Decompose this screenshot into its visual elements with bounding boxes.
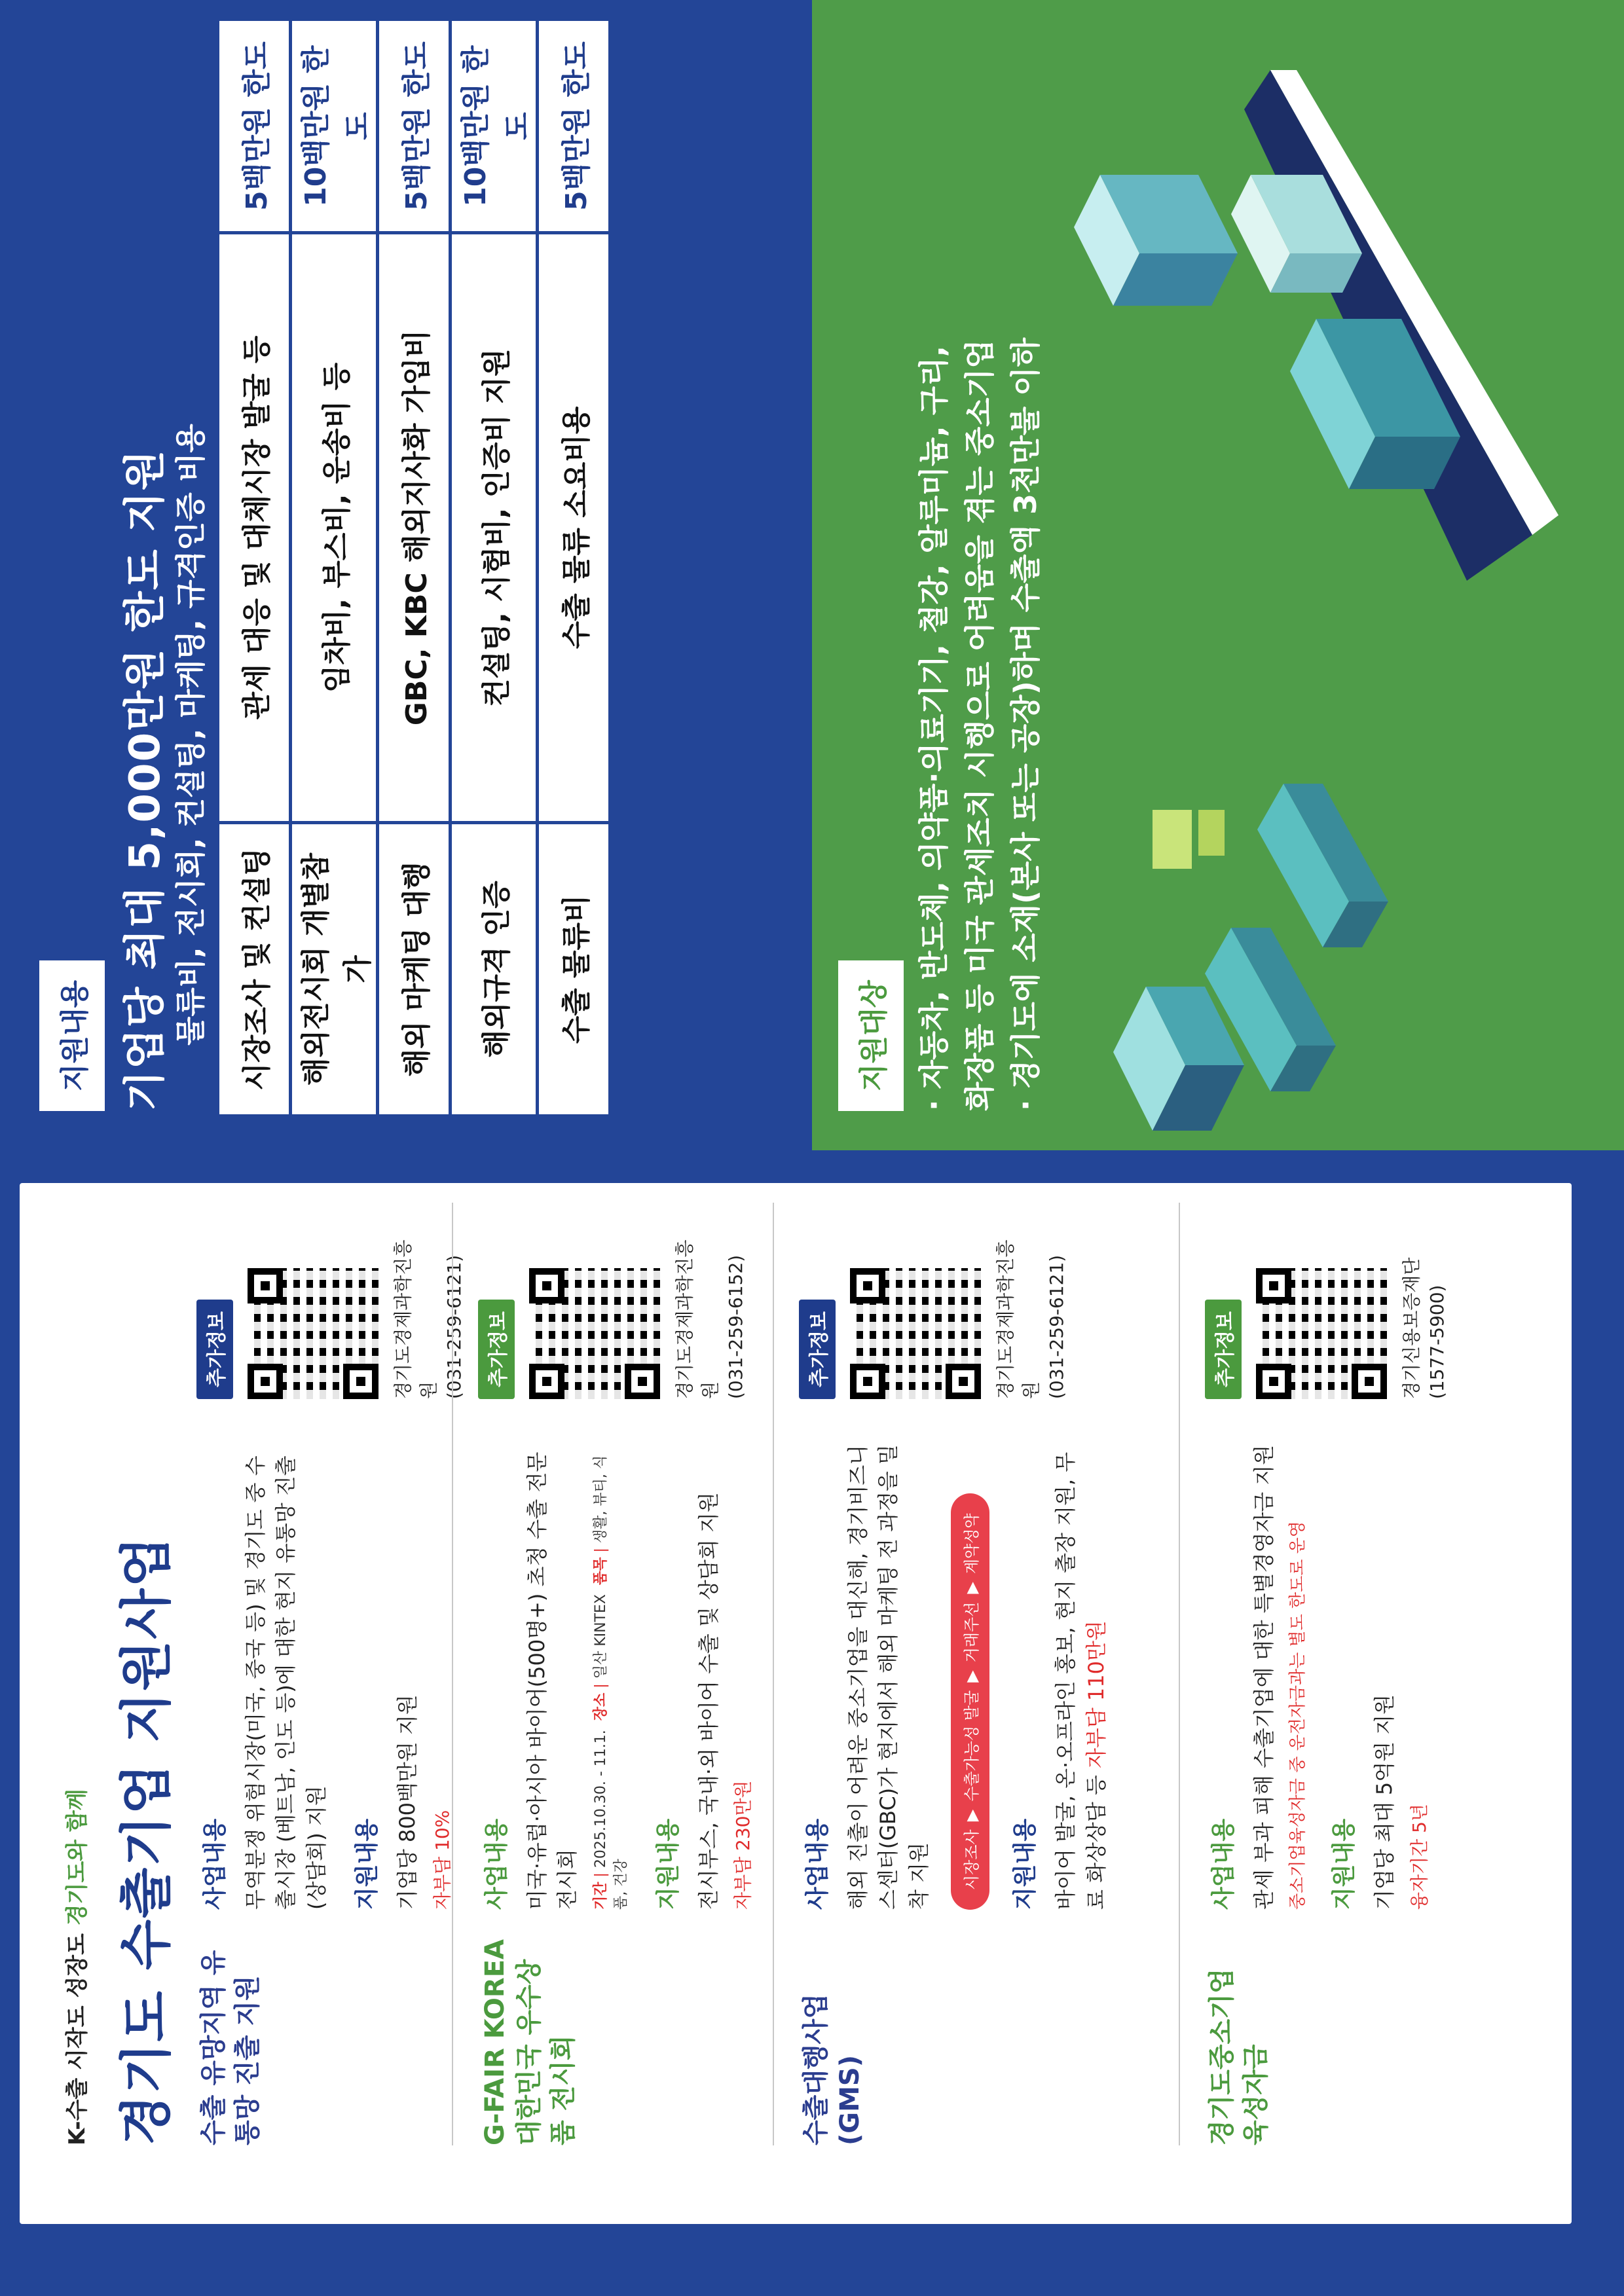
program-4 — [1205, 1229, 1519, 2145]
table-row — [451, 20, 538, 1116]
table-cell: 10백만원 한도 — [291, 20, 378, 233]
section-text: 미국·유럽·아시아 바이어(500명+) 초청 수출 전문 전시회 — [525, 1451, 580, 1910]
pallet-icon — [1153, 810, 1225, 869]
qr-code-icon[interactable] — [248, 1268, 378, 1399]
table-cell: 10백만원 한도 — [451, 20, 538, 233]
section-text: 관세 부과 피해 수출기업에 대한 특별경영자금 지원 — [1251, 1444, 1276, 1910]
program-title: G-FAIR KOREA 대한민국 우수상품 전시회 — [480, 1939, 578, 2145]
truck-icon — [1257, 784, 1388, 947]
self-pay-note: 자부담 230만원 — [732, 1780, 754, 1910]
fund-note: 중소기업육성자금 중 운전자금과는 별도 한도로 운영 — [1288, 1521, 1308, 1910]
org-name: 경기신용보증재단 — [1401, 1257, 1422, 1399]
table-cell: 5백만원 한도 — [538, 20, 610, 233]
program-title: 수출 유망지역 유통망 진출 지원 — [198, 1950, 263, 2145]
qr-code-icon[interactable] — [1256, 1268, 1387, 1399]
table-cell: 해외규격 인증 — [451, 822, 538, 1116]
table-cell: 5백만원 한도 — [378, 20, 451, 233]
program-body — [196, 1438, 474, 1910]
org-name: 경기도경제과학진흥원 — [995, 1239, 1043, 1399]
section-text: 전시부스, 국내·외 바이어 수출 및 상담회 지원 — [695, 1492, 721, 1910]
section-heading: 지원내용 — [654, 1818, 682, 1910]
program-title: 경기도중소기업 육성자금 — [1207, 1968, 1271, 2145]
process-pill — [951, 1493, 989, 1910]
info-tag: 추가정보 — [478, 1300, 515, 1399]
step-label: 시장조사 — [963, 1829, 982, 1890]
program-body — [478, 1438, 775, 1910]
section-heading: 사업내용 — [202, 1818, 229, 1910]
place-label: 장소 — [592, 1692, 609, 1721]
org-phone: (1577-5900) — [1426, 1285, 1449, 1399]
program-1 — [196, 1229, 466, 2145]
section-heading: 지원내용 — [1331, 1818, 1358, 1910]
program-2 — [478, 1229, 753, 2145]
section-heading: 지원내용 — [354, 1818, 381, 1910]
program-body — [799, 1438, 1128, 1910]
table-row — [291, 20, 378, 1116]
place-value: 일산 KINTEX — [592, 1594, 609, 1679]
table-cell: 수출 물류비 — [538, 822, 610, 1116]
kicker-text: K-수출 시작도 성장도 — [64, 1925, 90, 2145]
table-cell: 해외전시회 개별참가 — [291, 822, 378, 1116]
period-value: 2025.10.30. - 11.1. — [592, 1730, 609, 1868]
section-heading: 사업내용 — [804, 1818, 831, 1910]
arrow-right-icon: ▶ — [963, 1582, 982, 1594]
eligibility-tag: 지원대상 — [838, 960, 904, 1111]
table-row — [378, 20, 451, 1116]
org-phone: (031-259-6152) — [725, 1254, 747, 1399]
cargo-ship-icon — [1231, 70, 1559, 581]
arrow-right-icon: ▶ — [963, 1670, 982, 1683]
program-body — [1205, 1438, 1451, 1910]
table-cell: 해외 마케팅 대행 — [378, 822, 451, 1116]
support-text: 바이어 발굴, 온·오프라인 홍보, 현지 출장 지원, 무료 화상상담 등 — [1053, 1451, 1109, 1910]
eligibility-line: 화장품 등 미국 관세조치 시행으로 어려움을 겪는 중소기업 — [962, 339, 997, 1111]
info-tag: 추가정보 — [799, 1300, 836, 1399]
self-pay-note: 자부담 10% — [431, 1810, 453, 1910]
item-label: 품목 — [592, 1557, 609, 1586]
event-meta: 기간 | 2025.10.30. - 11.1. 장소 | 일산 KINTEX 품목 | 생활, 뷰티, 식품, 건강 — [592, 1455, 629, 1910]
table-cell: 컨설팅, 시험비, 인증비 지원 — [451, 233, 538, 823]
info-box — [1205, 1229, 1450, 1399]
self-pay-note: 자부담 110만원 — [1083, 1620, 1109, 1768]
step-label: 거래주선 — [963, 1601, 982, 1663]
section-heading: 사업내용 — [483, 1818, 510, 1910]
kicker — [59, 1535, 91, 2145]
support-content-tag: 지원내용 — [39, 960, 105, 1111]
section-text: 기업당 800백만원 지원 — [395, 1694, 420, 1910]
arrow-right-icon: ▶ — [963, 1809, 982, 1822]
qr-code-icon[interactable] — [850, 1268, 981, 1399]
step-label: 수출가능성 발굴 — [963, 1690, 982, 1802]
table-cell: 5백만원 한도 — [218, 20, 291, 233]
qr-code-icon[interactable] — [529, 1268, 660, 1399]
support-table — [216, 18, 612, 1118]
table-cell: 수출 물류 소요비용 — [538, 233, 610, 823]
org-phone: (031-259-6121) — [1046, 1254, 1068, 1399]
period-label: 기간 — [592, 1882, 609, 1910]
eligibility-line: · 자동차, 반도체, 의약품·의료기기, 철강, 알루미늄, 구리, — [916, 345, 951, 1111]
section-text — [1050, 1438, 1111, 1910]
divider — [1179, 1203, 1180, 2145]
org-name: 경기도경제과학진흥원 — [392, 1239, 440, 1399]
divider — [452, 1203, 453, 2145]
section-text: 무역분쟁 위험시장(미국, 중국 등) 및 경기도 중 수출시장 (베트남, 인도 등)에 대한 현지 유통망 진출(상담회) 지원 — [243, 1455, 329, 1910]
support-content-title: 기업당 최대 5,000만원 한도 지원 — [121, 448, 170, 1111]
info-box — [478, 1229, 749, 1399]
program-title: 수출대행사업 (GMS) — [801, 1994, 865, 2145]
eligibility-line: · 경기도에 소재(본사 또는 공장)하며 수출액 3천만불 이하 — [1008, 337, 1043, 1111]
section-heading: 사업내용 — [1210, 1818, 1237, 1910]
table-row — [218, 20, 291, 1116]
intro — [59, 1535, 179, 2145]
info-tag: 추가정보 — [196, 1300, 233, 1399]
table-cell: GBC, KBC 해외지사화 가입비 — [378, 233, 451, 823]
item-value: 생활, 뷰티, 식품, 건강 — [592, 1455, 629, 1910]
loan-period: 융자기간 5년 — [1408, 1804, 1430, 1910]
org-name: 경기도경제과학진흥원 — [674, 1239, 722, 1399]
info-tag: 추가정보 — [1205, 1300, 1242, 1399]
section-heading: 지원내용 — [1012, 1818, 1039, 1910]
export-illustration-icon — [1074, 18, 1611, 1144]
info-box — [196, 1229, 468, 1399]
org-phone: (031-259-6121) — [443, 1254, 466, 1399]
table-cell: 시장조사 및 컨설팅 — [218, 822, 291, 1116]
table-cell: 관세 대응 및 대체시장 발굴 등 — [218, 233, 291, 823]
info-box — [799, 1229, 1070, 1399]
program-3 — [799, 1229, 1166, 2145]
section-text: 기업당 최대 5억원 지원 — [1372, 1694, 1397, 1910]
divider — [773, 1203, 774, 2145]
support-content-subtitle: 물류비, 전시회, 컨설팅, 마케팅, 규격인증 비용 — [173, 424, 208, 1046]
table-row — [538, 20, 610, 1116]
container-stack-icon — [1074, 175, 1238, 306]
programs-card — [20, 1183, 1572, 2224]
headline: 경기도 수출기업 지원사업 — [116, 1535, 177, 2145]
kicker-green: 경기도와 함께 — [64, 1789, 90, 1926]
section-text: 해외 진출이 어려운 중소기업을 대신해, 경기비즈니스센터(GBC)가 현지에서 해외 마케팅 전 과정을 밀착 지원 — [845, 1444, 931, 1910]
step-label: 계약성약 — [963, 1513, 982, 1575]
table-cell: 임차비, 부스비, 운송비 등 — [291, 233, 378, 823]
